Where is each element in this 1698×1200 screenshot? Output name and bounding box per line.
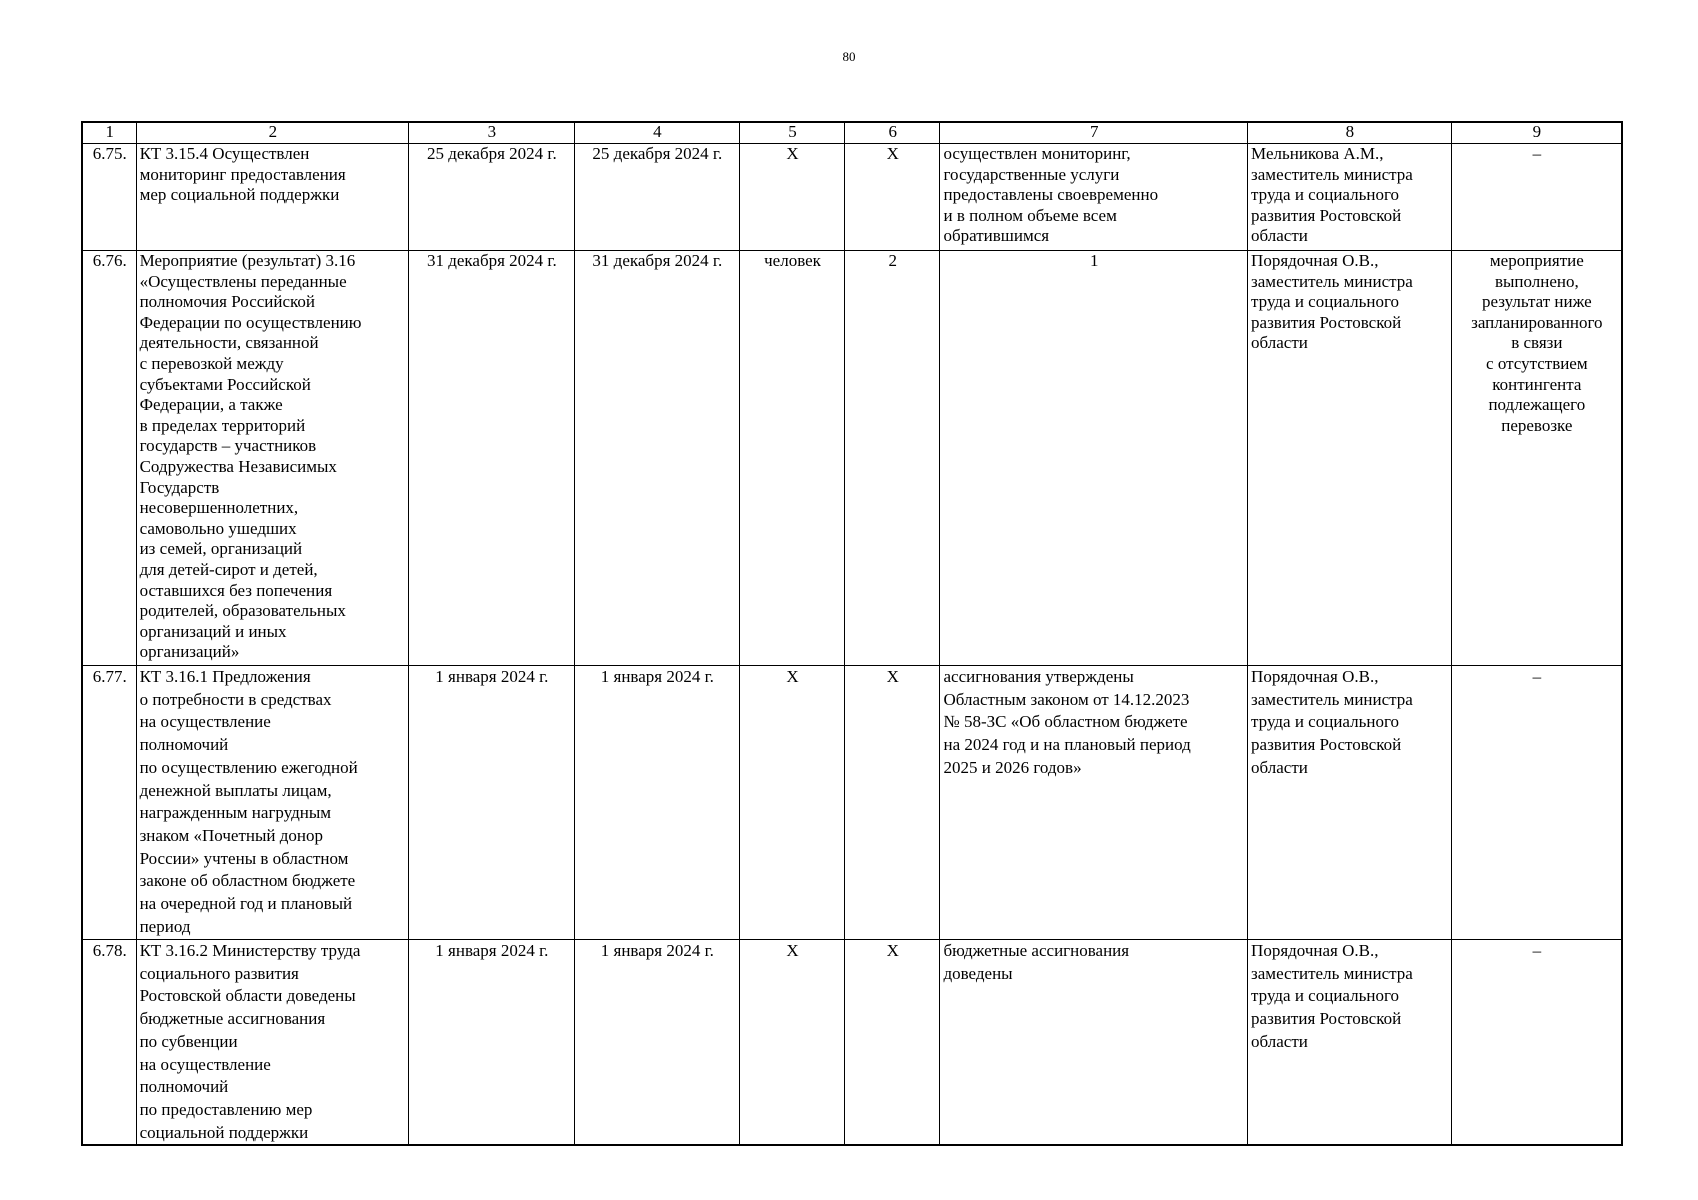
responsible: Порядочная О.В., заместитель министра труда и социального развития Ростовской области <box>1248 940 1452 1146</box>
column-header: 5 <box>740 122 845 144</box>
row-number: 6.77. <box>82 666 136 940</box>
planned-value: Х <box>845 940 940 1146</box>
row-number: 6.78. <box>82 940 136 1146</box>
note: мероприятие выполнено, результат ниже запланированного в связи с отсутствием контингента подлежащего перевозке <box>1451 251 1622 666</box>
responsible: Порядочная О.В., заместитель министра труда и социального развития Ростовской области <box>1248 666 1452 940</box>
column-number-header-row <box>82 122 1622 144</box>
row-number: 6.75. <box>82 144 136 251</box>
actual-date: 31 декабря 2024 г. <box>574 251 739 666</box>
result: 1 <box>940 251 1248 666</box>
result: осуществлен мониторинг, государственные услуги предоставлены своевременно и в полном объеме всем обратившимся <box>940 144 1248 251</box>
item-name: КТ 3.15.4 Осуществлен мониторинг предоставления мер социальной поддержки <box>136 144 409 251</box>
column-header: 8 <box>1248 122 1452 144</box>
planned-date: 1 января 2024 г. <box>409 940 574 1146</box>
planned-date: 1 января 2024 г. <box>409 666 574 940</box>
note: – <box>1451 144 1622 251</box>
unit: Х <box>740 666 845 940</box>
planned-date: 31 декабря 2024 г. <box>409 251 574 666</box>
note: – <box>1451 666 1622 940</box>
planned-value: Х <box>845 144 940 251</box>
actual-date: 25 декабря 2024 г. <box>574 144 739 251</box>
planned-value: Х <box>845 666 940 940</box>
unit: человек <box>740 251 845 666</box>
column-header: 6 <box>845 122 940 144</box>
page-number: 80 <box>842 49 856 64</box>
table-row <box>82 251 1622 666</box>
result: ассигнования утверждены Областным законом от 14.12.2023 № 58-ЗС «Об областном бюджете на 2024 год и на плановый период 2025 и 2026 годов» <box>940 666 1248 940</box>
column-header: 4 <box>574 122 739 144</box>
planned-value: 2 <box>845 251 940 666</box>
table-row <box>82 144 1622 251</box>
row-number: 6.76. <box>82 251 136 666</box>
column-header: 7 <box>940 122 1248 144</box>
column-header: 3 <box>409 122 574 144</box>
item-name: КТ 3.16.1 Предложения о потребности в средствах на осуществление полномочий по осуществлению ежегодной денежной выплаты лицам, награжденным нагрудным знаком «Почетный донор России» учтены в областном законе об областном бюджете на очередной год и плановый период <box>136 666 409 940</box>
planned-date: 25 декабря 2024 г. <box>409 144 574 251</box>
report-table <box>81 121 1623 1146</box>
actual-date: 1 января 2024 г. <box>574 666 739 940</box>
table-row <box>82 666 1622 940</box>
unit: Х <box>740 144 845 251</box>
result: бюджетные ассигнования доведены <box>940 940 1248 1146</box>
item-name: Мероприятие (результат) 3.16 «Осуществлены переданные полномочия Российской Федерации по осуществлению деятельности, связанной с перевозкой между субъектами Российской Федерации, а также в пределах территорий государств – участников Содружества Независимых Государств несовершеннолетних, самовольно ушедших из семей, организаций для детей-сирот и детей, оставшихся без попечения родителей, образовательных организаций и иных организаций» <box>136 251 409 666</box>
table-row <box>82 940 1622 1146</box>
note: – <box>1451 940 1622 1146</box>
actual-date: 1 января 2024 г. <box>574 940 739 1146</box>
item-name: КТ 3.16.2 Министерству труда социального развития Ростовской области доведены бюджетные ассигнования по субвенции на осуществление полномочий по предоставлению мер социальной поддержки <box>136 940 409 1146</box>
column-header: 1 <box>82 122 136 144</box>
unit: Х <box>740 940 845 1146</box>
responsible: Порядочная О.В., заместитель министра труда и социального развития Ростовской области <box>1248 251 1452 666</box>
column-header: 2 <box>136 122 409 144</box>
column-header: 9 <box>1451 122 1622 144</box>
responsible: Мельникова А.М., заместитель министра труда и социального развития Ростовской области <box>1248 144 1452 251</box>
